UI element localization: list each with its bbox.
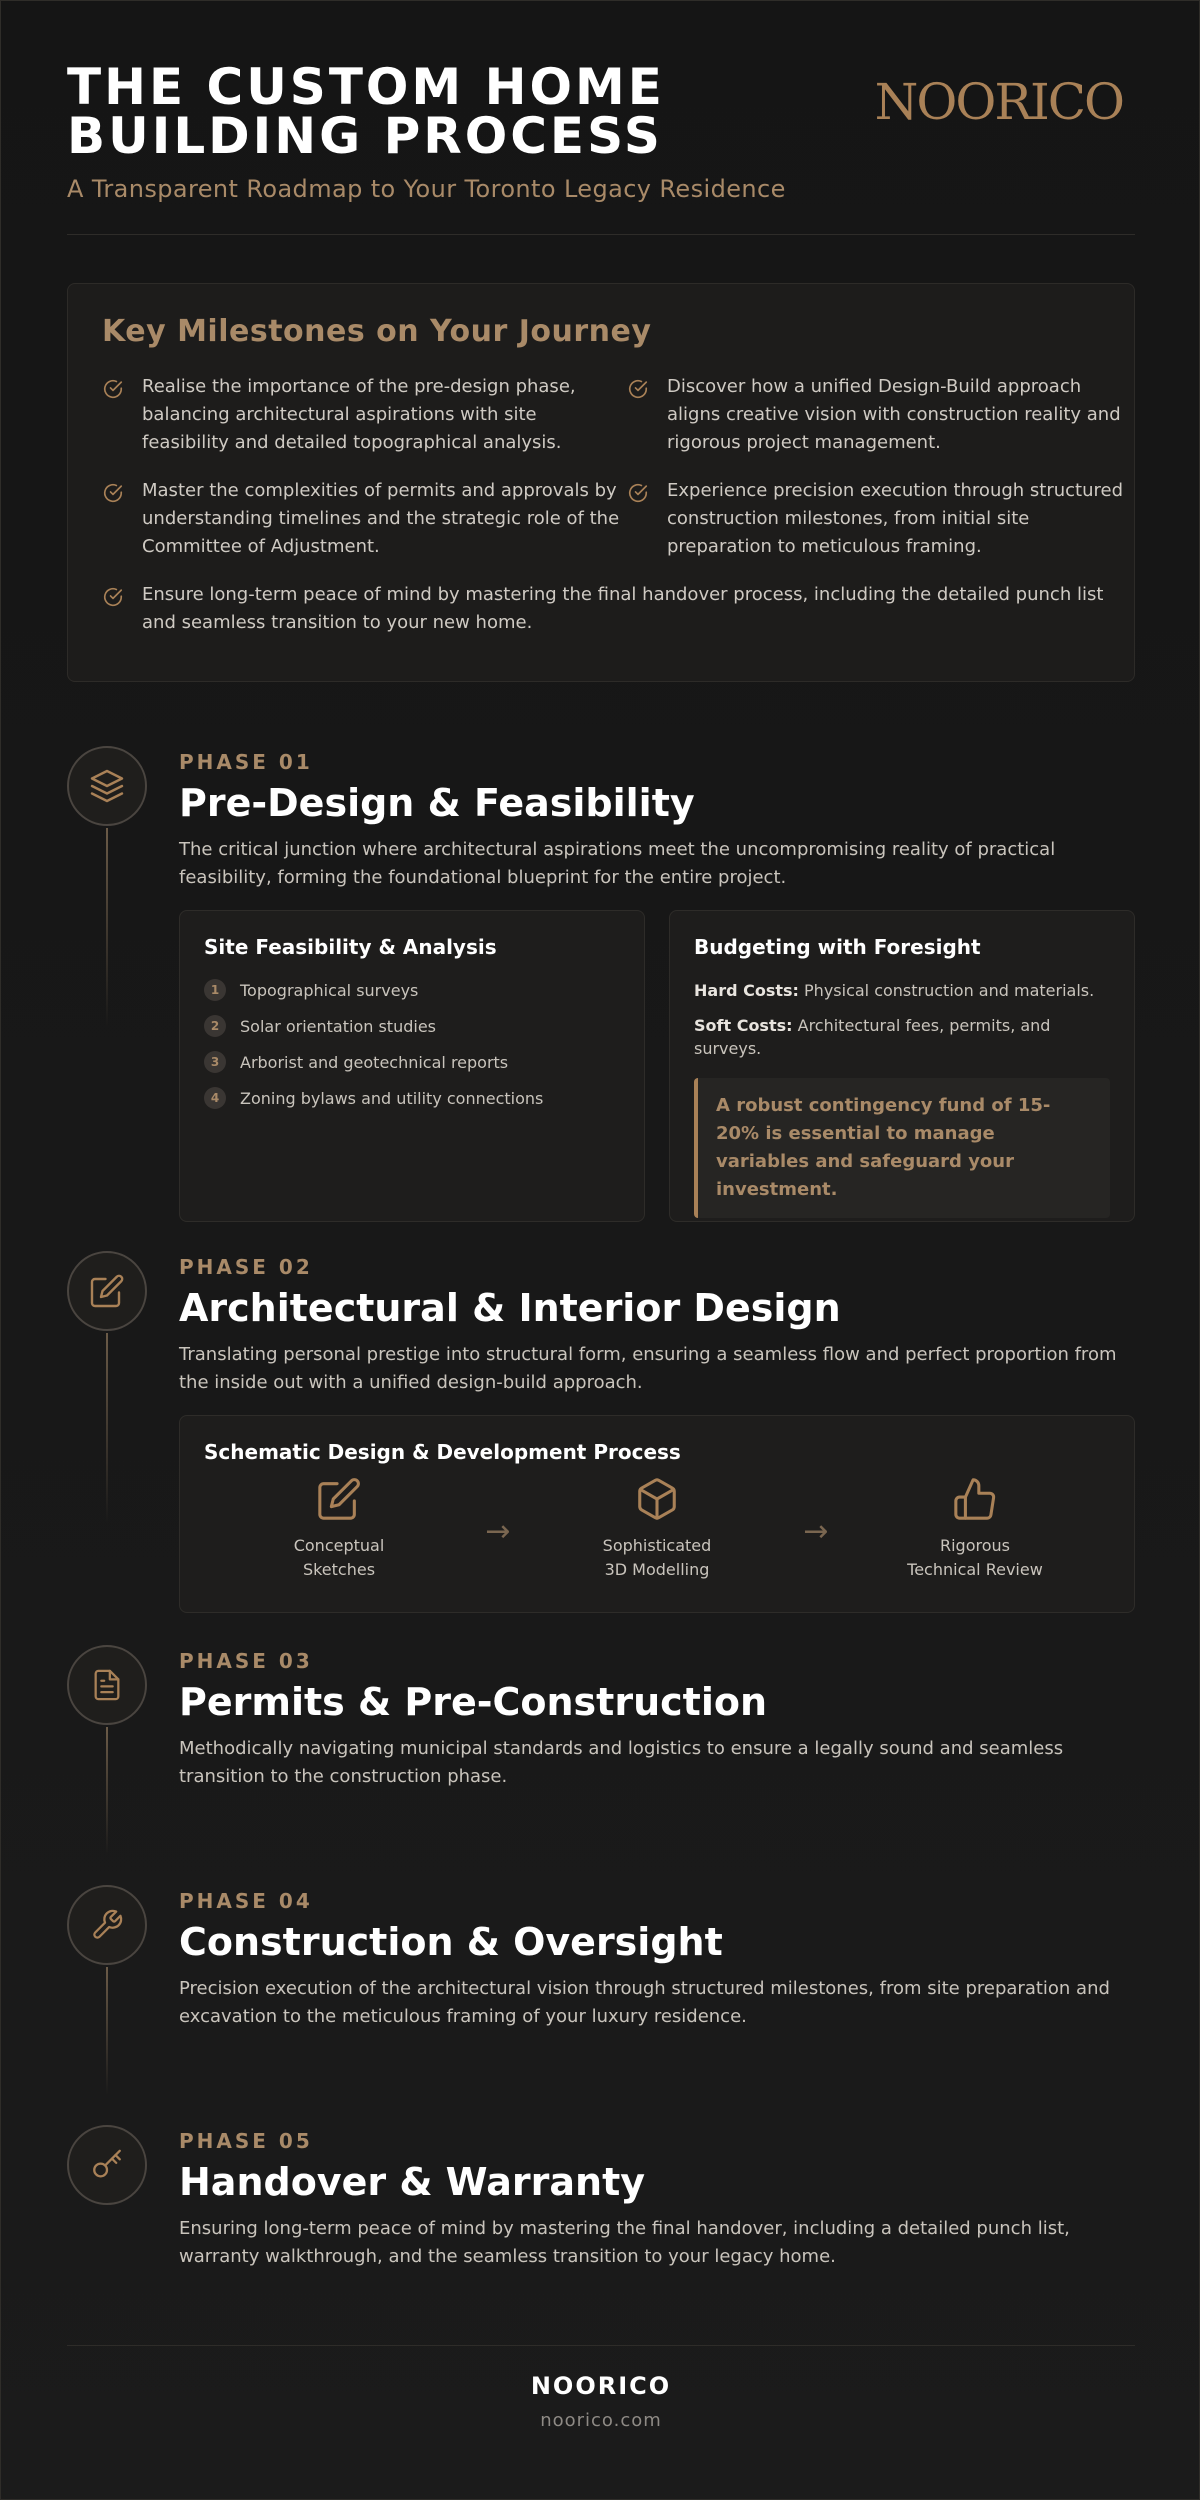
milestone-text: Experience precision execution through structured construction milestones, from initial site preparation to meticulous framing. [667, 480, 1124, 557]
check-circle-icon [102, 586, 124, 608]
phase-number: PHASE 03 [179, 1649, 313, 1673]
milestone-text: Master the complexities of permits and approvals by understanding timelines and the strategic role of the Committee of Adjustment. [142, 480, 620, 557]
phase-title: Architectural & Interior Design [179, 1286, 841, 1330]
phase-title: Handover & Warranty [179, 2160, 646, 2204]
hard-costs-text: Physical construction and materials. [804, 981, 1095, 1000]
number-badge: 3 [204, 1051, 226, 1073]
brand-logo: NOORICO [874, 73, 1123, 131]
check-circle-icon [102, 378, 124, 400]
timeline-line [106, 1333, 108, 1523]
milestone-item [102, 581, 1127, 637]
phase-number: PHASE 01 [179, 750, 313, 774]
soft-costs-text: Architectural fees, permits, and surveys. [694, 1016, 1051, 1058]
budgeting-card [669, 910, 1135, 1222]
document-icon [90, 1668, 124, 1702]
milestone-item [627, 477, 1127, 561]
milestone-item [627, 373, 1127, 457]
phase-description: Ensuring long-term peace of mind by mastering the final handover, including a detailed punch list, warranty walkthrough, and the seamless transition to your legacy home. [179, 2218, 1070, 2267]
list-label: Arborist and geotechnical reports [240, 1052, 509, 1072]
soft-costs-line [694, 1014, 1110, 1060]
phase-icon-circle [67, 1645, 147, 1725]
check-circle-icon [102, 482, 124, 504]
list-item [204, 1051, 620, 1073]
flow-step [880, 1476, 1070, 1582]
edit-icon [89, 1273, 125, 1309]
card-title: Budgeting with Foresight [694, 935, 981, 959]
footer-url[interactable]: noorico.com [540, 2410, 662, 2431]
thumbs-up-icon [952, 1476, 998, 1522]
list-label: Zoning bylaws and utility connections [240, 1088, 544, 1108]
phase-description: Translating personal prestige into structural form, ensuring a seamless flow and perfect proportion from the inside out with a unified design-build approach. [179, 1344, 1117, 1393]
timeline-line [106, 828, 108, 1028]
layers-icon [89, 768, 125, 804]
footer [67, 2345, 1135, 2431]
flow-label-line2: 3D Modelling [604, 1560, 710, 1579]
phase-title: Construction & Oversight [179, 1920, 723, 1964]
check-circle-icon [627, 378, 649, 400]
card-title: Schematic Design & Development Process [204, 1440, 681, 1464]
list-label: Solar orientation studies [240, 1016, 436, 1036]
site-feasibility-card [179, 910, 645, 1222]
footer-brand: NOORICO [530, 2372, 672, 2400]
milestone-item [102, 477, 627, 561]
phase-title: Pre-Design & Feasibility [179, 781, 695, 825]
cube-icon [634, 1476, 680, 1522]
list-label: Topographical surveys [240, 980, 419, 1000]
phase-description: Methodically navigating municipal standards and logistics to ensure a legally sound and seamless transition to the construction phase. [179, 1738, 1064, 1787]
number-badge: 4 [204, 1087, 226, 1109]
list-item [204, 1087, 620, 1109]
timeline-line [106, 1967, 108, 2095]
milestones-title: Key Milestones on Your Journey [102, 314, 652, 349]
hard-costs-line [694, 979, 1110, 1002]
flow-label-line1: Sophisticated [602, 1536, 712, 1555]
phase-title: Permits & Pre-Construction [179, 1680, 767, 1724]
phase-icon-circle [67, 746, 147, 826]
phase-icon-circle [67, 1251, 147, 1331]
arrow-right-icon: → [803, 1514, 829, 1549]
milestone-text: Realise the importance of the pre-design phase, balancing architectural aspirations with site feasibility and detailed topographical analysis. [142, 376, 576, 453]
phase-description: Precision execution of the architectural vision through structured milestones, from site preparation and excavation to the meticulous framing of your luxury residence. [179, 1978, 1110, 2027]
phase-icon-circle [67, 1885, 147, 1965]
page-title: THE CUSTOM HOME BUILDING PROCESS [67, 58, 665, 165]
arrow-right-icon: → [485, 1514, 511, 1549]
header [67, 58, 1135, 235]
schematic-process-card [179, 1415, 1135, 1613]
flow-step [244, 1476, 434, 1582]
milestones-card [67, 283, 1135, 682]
wrench-icon [90, 1908, 124, 1942]
phase-description: The critical junction where architectural aspirations meet the uncompromising reality of practical feasibility, forming the foundational blueprint for the entire project. [179, 839, 1056, 888]
flow-label-line2: Sketches [302, 1560, 376, 1579]
timeline-line [106, 1727, 108, 1855]
phase-number: PHASE 02 [179, 1255, 313, 1279]
flow-label-line2: Technical Review [907, 1560, 1043, 1579]
phase-number: PHASE 04 [179, 1889, 313, 1913]
milestone-text: Ensure long-term peace of mind by mastering the final handover process, including the detailed punch list and seamless transition to your new home. [142, 584, 1104, 633]
card-title: Site Feasibility & Analysis [204, 935, 497, 959]
flow-label-line1: Rigorous [939, 1536, 1010, 1555]
process-flow [204, 1476, 1110, 1582]
phase-number: PHASE 05 [179, 2129, 313, 2153]
soft-costs-label: Soft Costs: [694, 1016, 793, 1035]
number-badge: 1 [204, 979, 226, 1001]
milestone-item [102, 373, 627, 457]
page-subtitle: A Transparent Roadmap to Your Toronto Legacy Residence [67, 175, 786, 203]
list-item [204, 979, 620, 1001]
contingency-callout: A robust contingency fund of 15-20% is essential to manage variables and safeguard your investment. [694, 1078, 1110, 1218]
milestone-text: Discover how a unified Design-Build approach aligns creative vision with construction reality and rigorous project management. [667, 376, 1121, 453]
flow-label-line1: Conceptual [293, 1536, 385, 1555]
flow-step [562, 1476, 752, 1582]
phase-icon-circle [67, 2125, 147, 2205]
number-badge: 2 [204, 1015, 226, 1037]
hard-costs-label: Hard Costs: [694, 981, 799, 1000]
list-item [204, 1015, 620, 1037]
pencil-square-icon [316, 1476, 362, 1522]
check-circle-icon [627, 482, 649, 504]
key-icon [90, 2148, 124, 2182]
